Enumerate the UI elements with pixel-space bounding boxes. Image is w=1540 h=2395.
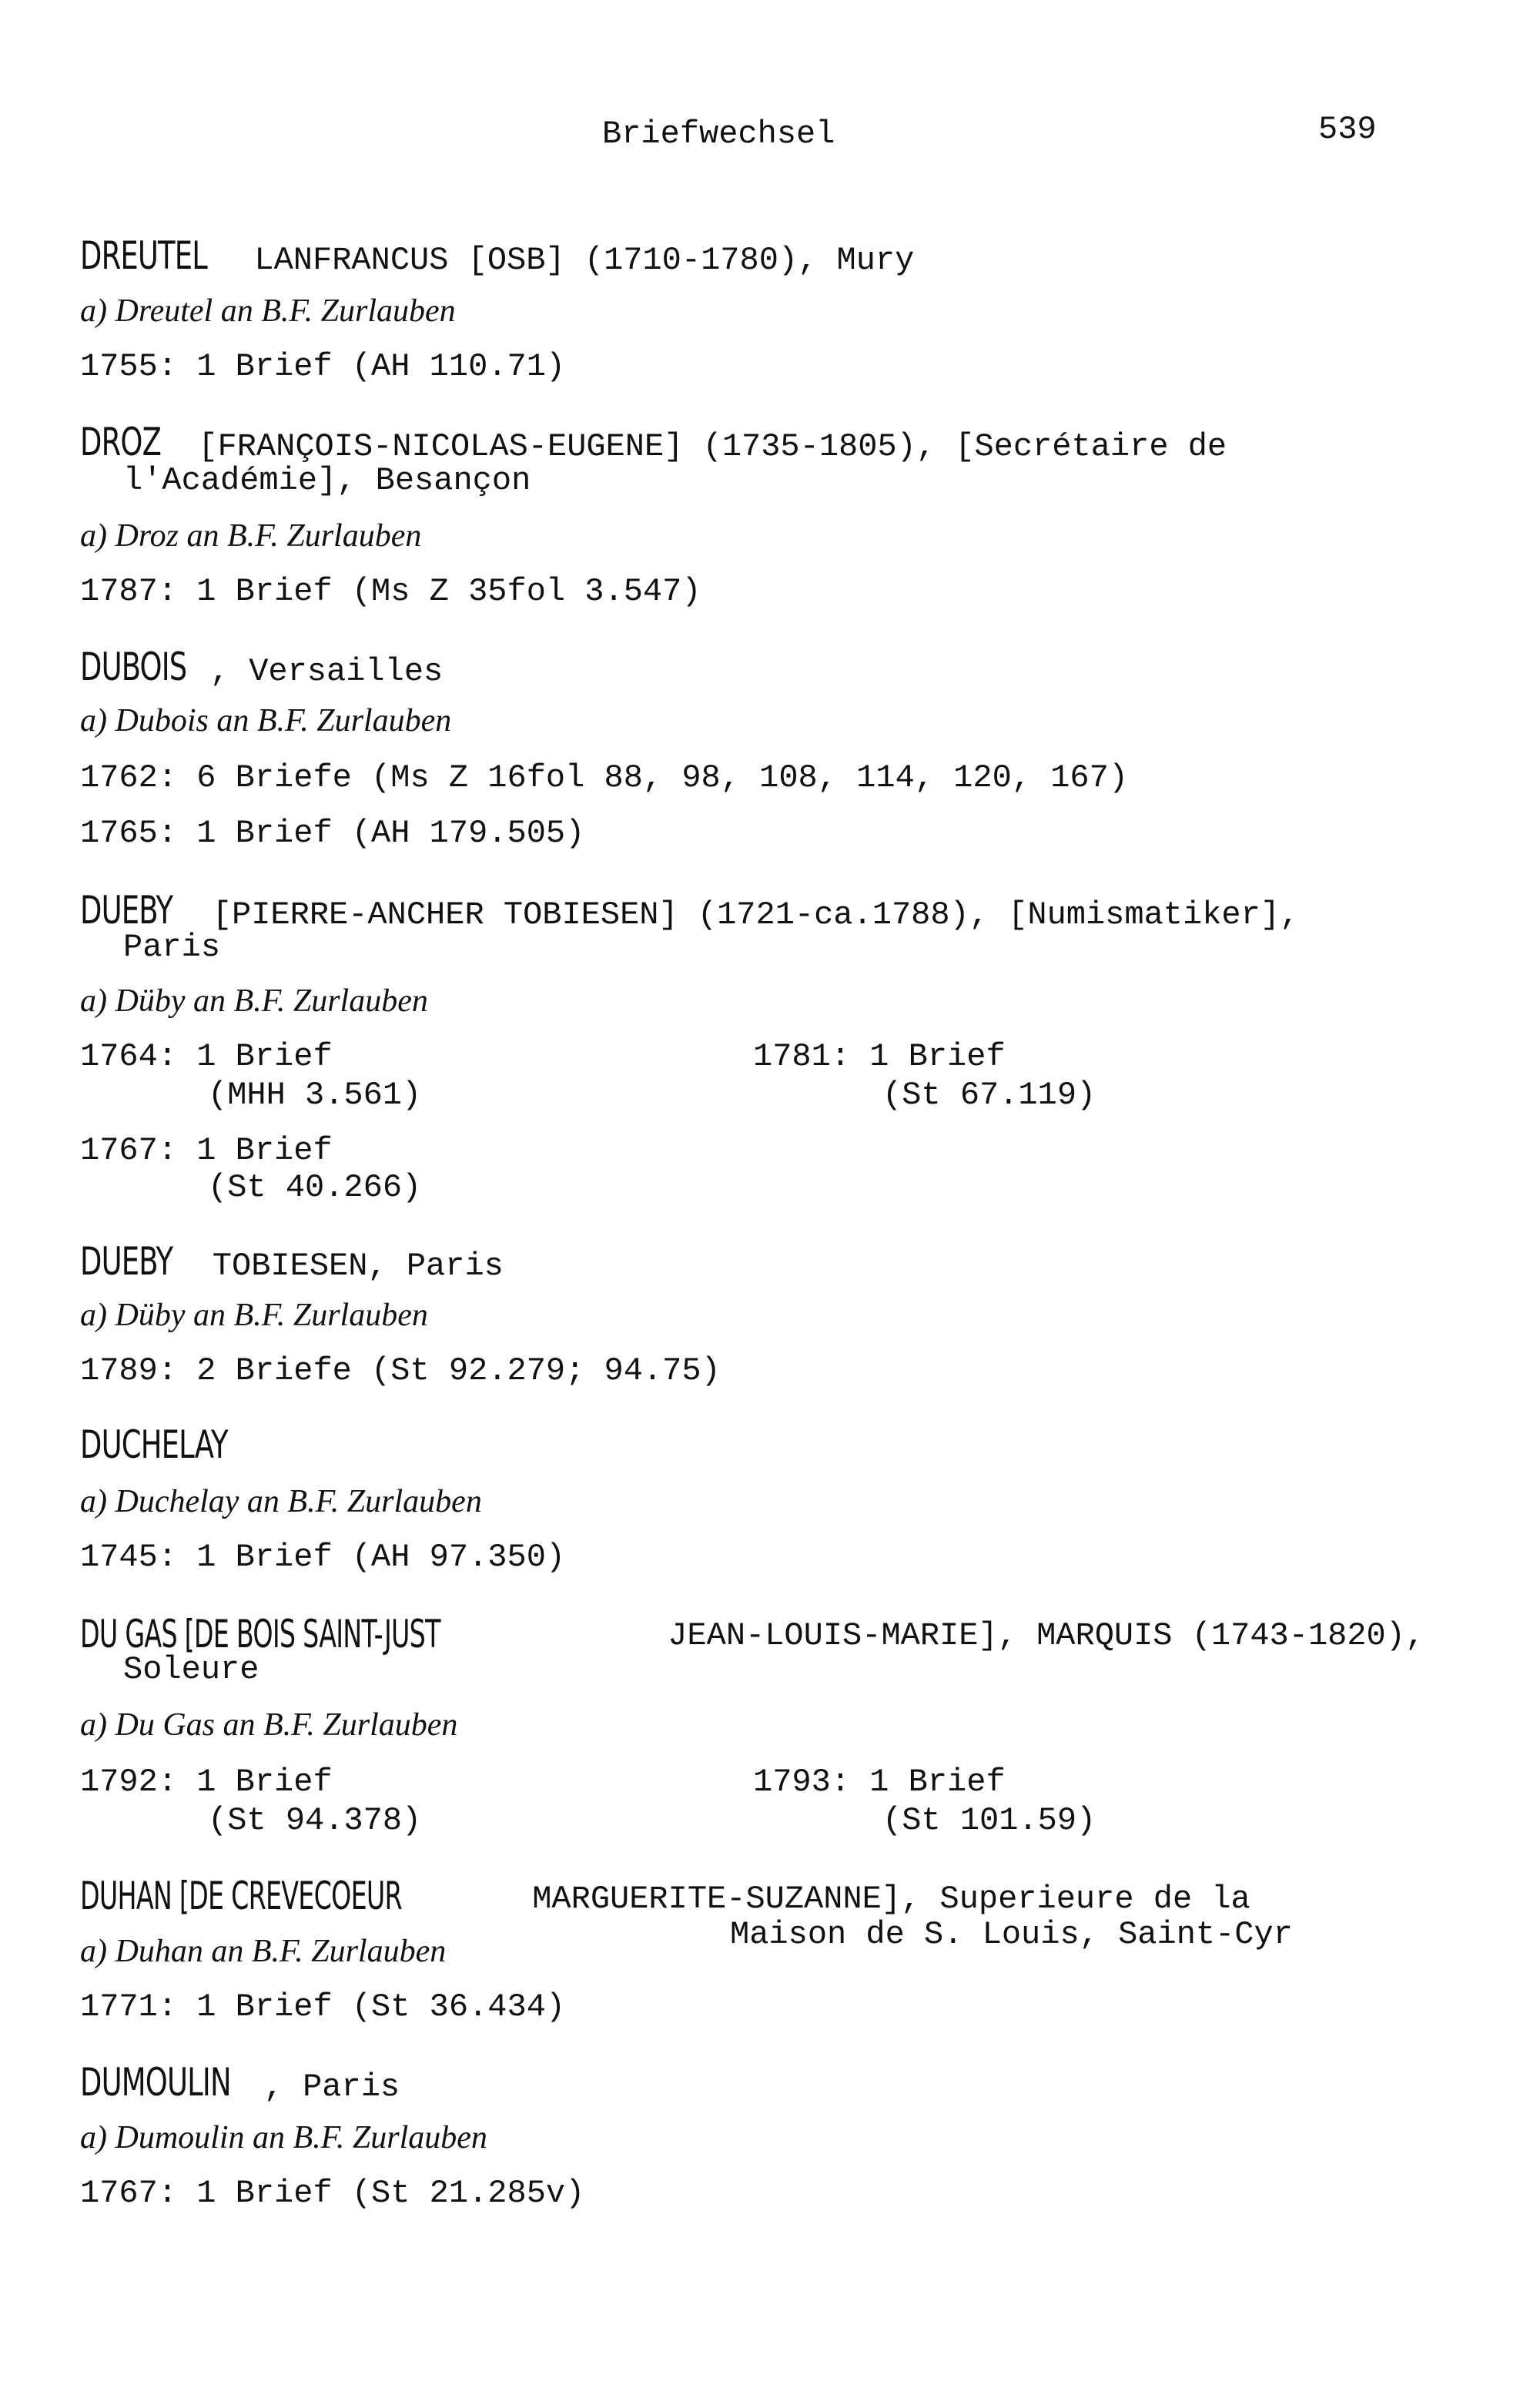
page-number: 539 (1318, 111, 1377, 148)
entry-letter: 1789: 2 Briefe (St 92.279; 94.75) (80, 1352, 721, 1389)
entry-name: DUHAN [DE CREVECOEUR (80, 1874, 402, 1918)
entry-letter-year: 1781: 1 Brief (753, 1038, 1006, 1075)
entry-correspondence: a) Dumoulin an B.F. Zurlauben (80, 2120, 487, 2156)
entry-name: DU GAS [DE BOIS SAINT-JUST (80, 1612, 440, 1656)
entry-heading-continuation: Maison de S. Louis, Saint-Cyr (730, 1916, 1293, 1953)
entry-heading-duchelay (80, 1422, 260, 1468)
entry-letter: 1765: 1 Brief (AH 179.505) (80, 815, 585, 852)
entry-letter: 1787: 1 Brief (Ms Z 35fol 3.547) (80, 573, 701, 610)
entry-heading-continuation: l'Académie], Besançon (123, 462, 531, 499)
entry-letter-year: 1793: 1 Brief (753, 1764, 1006, 1800)
running-header-title: Briefwechsel (602, 116, 835, 152)
entry-correspondence: a) Duchelay an B.F. Zurlauben (80, 1484, 482, 1519)
entry-letter-ref: (St 67.119) (882, 1077, 1096, 1114)
entry-letter-ref: (St 101.59) (882, 1802, 1096, 1839)
entry-letter: 1762: 6 Briefe (Ms Z 16fol 88, 98, 108, 114, 120, 167) (80, 759, 1129, 796)
entry-heading-dueby-tobiesen (80, 1239, 504, 1285)
entry-heading-droz (80, 420, 1227, 465)
entry-correspondence: a) Droz an B.F. Zurlauben (80, 518, 422, 554)
entry-heading-dreutel (80, 233, 915, 279)
entry-correspondence: a) Düby an B.F. Zurlauben (80, 983, 428, 1019)
entry-heading-duhan (80, 1874, 515, 1919)
entry-heading-continuation: Paris (123, 929, 221, 966)
entry-correspondence: a) Duhan an B.F. Zurlauben (80, 1934, 447, 1969)
entry-correspondence: a) Düby an B.F. Zurlauben (80, 1298, 428, 1333)
entry-name: DUBOIS (80, 645, 187, 689)
entry-name: DUEBY (80, 888, 173, 933)
entry-letter-ref: (St 40.266) (208, 1169, 422, 1206)
entry-heading-rest: LANFRANCUS [OSB] (1710-1780), Mury (235, 242, 915, 279)
entry-name: DREUTEL (80, 233, 207, 278)
entry-name: DUEBY (80, 1239, 173, 1284)
entry-correspondence: a) Dubois an B.F. Zurlauben (80, 703, 452, 739)
entry-heading-dumoulin (80, 2060, 400, 2105)
entry-letter: 1745: 1 Brief (AH 97.350) (80, 1539, 566, 1576)
entry-heading-rest: [PIERRE-ANCHER TOBIESEN] (1721-ca.1788), [Numismatiker], (192, 896, 1300, 933)
entry-correspondence: a) Du Gas an B.F. Zurlauben (80, 1707, 458, 1743)
entry-letter: 1767: 1 Brief (St 21.285v) (80, 2175, 585, 2212)
entry-name: DUCHELAY (80, 1422, 228, 1467)
entry-heading-dubois (80, 645, 444, 690)
entry-correspondence: a) Dreutel an B.F. Zurlauben (80, 293, 456, 329)
entry-name: DROZ (80, 420, 162, 464)
entry-heading-rest: , Versailles (209, 653, 444, 690)
entry-letter-year: 1767: 1 Brief (80, 1132, 333, 1169)
entry-heading-rest: [FRANÇOIS-NICOLAS-EUGENE] (1735-1805), [Secrétaire de (179, 428, 1227, 465)
entry-letter-ref: (St 94.378) (208, 1802, 422, 1839)
entry-heading-rest: TOBIESEN, Paris (192, 1248, 504, 1285)
entry-letter-ref: (MHH 3.561) (208, 1077, 422, 1114)
entry-heading-rest: MARGUERITE-SUZANNE], Superieure de la (513, 1881, 1250, 1918)
entry-heading-rest: JEAN-LOUIS-MARIE], MARQUIS (1743-1820), (648, 1617, 1425, 1654)
entry-heading-dueby (80, 888, 1300, 933)
entry-letter: 1755: 1 Brief (AH 110.71) (80, 348, 566, 385)
entry-heading-rest: , Paris (263, 2068, 400, 2105)
entry-letter-year: 1792: 1 Brief (80, 1764, 333, 1800)
entry-letter: 1771: 1 Brief (St 36.434) (80, 1988, 566, 2025)
entry-heading-continuation: Soleure (123, 1651, 259, 1688)
entry-letter-year: 1764: 1 Brief (80, 1038, 333, 1075)
entry-name: DUMOULIN (80, 2060, 231, 2105)
